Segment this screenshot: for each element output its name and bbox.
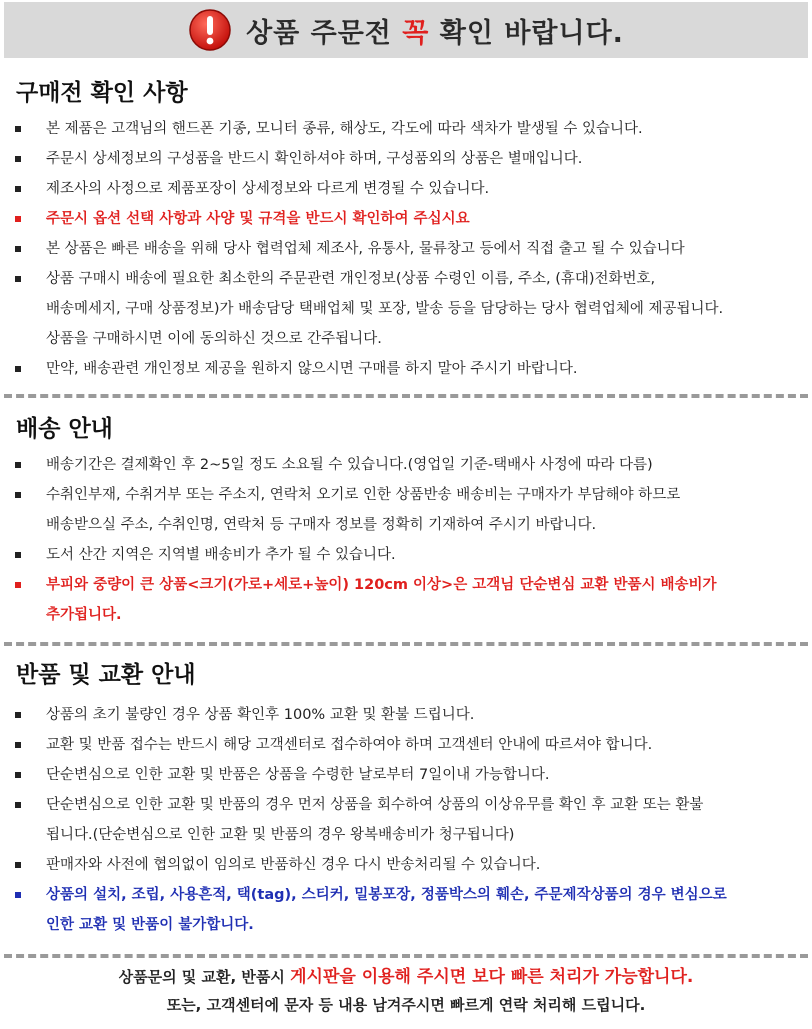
list-item-text: 제조사의 사정으로 제품포장이 상세정보와 다르게 변경될 수 있습니다.: [46, 181, 490, 197]
list-item-text: 상품을 구매하시면 이에 동의하신 것으로 간주됩니다.: [46, 331, 382, 347]
list-item-continuation: [0, 600, 812, 630]
bullet-icon: [15, 186, 21, 192]
bullet-icon: [15, 582, 21, 588]
footer-line-1: [0, 963, 812, 991]
bullet-icon: [15, 216, 21, 222]
list-item-text: 교환 및 반품 접수는 반드시 해당 고객센터로 접수하여야 하며 고객센터 안내에 따르셔야 합니다.: [46, 737, 653, 753]
bullet-icon: [15, 892, 21, 898]
list-item-continuation: [0, 510, 812, 540]
footer-contact-notice: [0, 963, 812, 1019]
list-item: [0, 354, 812, 384]
list-item: [0, 174, 812, 204]
list-item: [0, 790, 812, 820]
bullet-icon: [15, 742, 21, 748]
section-divider: [4, 954, 808, 958]
list-item-continuation: [0, 324, 812, 354]
list-item: [0, 700, 812, 730]
list-item-text: 단순변심으로 인한 교환 및 반품은 상품을 수령한 날로부터 7일이내 가능합니다.: [46, 767, 550, 783]
list-item-text: 배송메세지, 구매 상품정보)가 배송담당 택배업체 및 포장, 발송 등을 담당하는 당사 협력업체에 제공됩니다.: [46, 301, 724, 317]
delivery-info-list: [0, 450, 812, 630]
list-item: [0, 234, 812, 264]
list-item: [0, 144, 812, 174]
return-exchange-list: [0, 700, 812, 940]
header-text-highlight: 꼭: [402, 17, 430, 49]
list-item-text: 수취인부재, 수취거부 또는 주소지, 연락처 오기로 인한 상품반송 배송비는 구매자가 부담해야 하므로: [46, 487, 681, 503]
list-item: [0, 570, 812, 600]
list-item-text: 단순변심으로 인한 교환 및 반품의 경우 먼저 상품을 회수하여 상품의 이상유무를 확인 후 교환 또는 환불: [46, 797, 704, 813]
list-item-text: 본 제품은 고객님의 핸드폰 기종, 모니터 종류, 해상도, 각도에 따라 색차가 발생될 수 있습니다.: [46, 121, 643, 137]
list-item-text: 주문시 옵션 선택 사항과 사양 및 규격을 반드시 확인하여 주십시요: [46, 211, 470, 227]
header-text-after: 확인 바랍니다.: [429, 17, 624, 49]
list-item-continuation: [0, 910, 812, 940]
list-item-text: 상품의 초기 불량인 경우 상품 확인후 100% 교환 및 환불 드립니다.: [46, 707, 475, 723]
list-item: [0, 760, 812, 790]
list-item-text: 도서 산간 지역은 지역별 배송비가 추가 될 수 있습니다.: [46, 547, 396, 563]
bullet-icon: [15, 772, 21, 778]
section-divider: [4, 394, 808, 398]
section-title-purchase-check: 구매전 확인 사항: [16, 80, 188, 106]
list-item-text: 배송받으실 주소, 수취인명, 연락처 등 구매자 정보를 정확히 기재하여 주시기 바랍니다.: [46, 517, 597, 533]
list-item: [0, 264, 812, 294]
list-item-text: 본 상품은 빠른 배송을 위해 당사 협력업체 제조사, 유통사, 물류창고 등에서 직접 출고 될 수 있습니다: [46, 241, 685, 257]
bullet-icon: [15, 462, 21, 468]
list-item-text: 주문시 상세정보의 구성품을 반드시 확인하셔야 하며, 구성품외의 상품은 별매입니다.: [46, 151, 583, 167]
list-item: [0, 540, 812, 570]
bullet-icon: [15, 366, 21, 372]
footer-line-1-highlight: 게시판을 이용해 주시면 보다 빠른 처리가 가능합니다.: [290, 967, 694, 987]
list-item-continuation: [0, 820, 812, 850]
bullet-icon: [15, 126, 21, 132]
list-item-text: 판매자와 사전에 협의없이 임의로 반품하신 경우 다시 반송처리될 수 있습니다.: [46, 857, 541, 873]
section-divider: [4, 642, 808, 646]
bullet-icon: [15, 552, 21, 558]
bullet-icon: [15, 862, 21, 868]
list-item: [0, 850, 812, 880]
list-item-text: 상품 구매시 배송에 필요한 최소한의 주문관련 개인정보(상품 수령인 이름, 주소, (휴대)전화번호,: [46, 271, 656, 287]
footer-line-2: 또는, 고객센터에 문자 등 내용 남겨주시면 빠르게 연락 처리해 드립니다.: [166, 996, 646, 1014]
list-item-text: 됩니다.(단순변심으로 인한 교환 및 반품의 경우 왕복배송비가 청구됩니다): [46, 827, 515, 843]
list-item-text: 부피와 중량이 큰 상품<크기(가로+세로+높이) 120cm 이상>은 고객님 단순변심 교환 반품시 배송비가: [46, 577, 717, 593]
bullet-icon: [15, 802, 21, 808]
list-item-text: 배송기간은 결제확인 후 2~5일 정도 소요될 수 있습니다.(영업일 기준-택배사 사정에 따라 다름): [46, 457, 653, 473]
purchase-check-list: [0, 114, 812, 384]
list-item-text: 상품의 설치, 조립, 사용흔적, 택(tag), 스티커, 밀봉포장, 정품박스의 훼손, 주문제작상품의 경우 변심으로: [46, 887, 727, 903]
header-title: [246, 11, 624, 50]
exclamation-circle-icon: [188, 8, 232, 52]
footer-line-1-text: 상품문의 및 교환, 반품시: [118, 968, 291, 986]
list-item-text: 인한 교환 및 반품이 불가합니다.: [46, 917, 254, 933]
bullet-icon: [15, 712, 21, 718]
list-item: [0, 730, 812, 760]
list-item: [0, 450, 812, 480]
list-item-text: 추가됩니다.: [46, 607, 122, 623]
notice-header: [4, 2, 808, 58]
bullet-icon: [15, 492, 21, 498]
section-title-return-exchange: 반품 및 교환 안내: [16, 662, 196, 688]
bullet-icon: [15, 156, 21, 162]
bullet-icon: [15, 246, 21, 252]
list-item: [0, 204, 812, 234]
header-text-before: 상품 주문전: [246, 17, 403, 49]
list-item: [0, 880, 812, 910]
section-title-delivery: 배송 안내: [16, 416, 113, 442]
list-item-continuation: [0, 294, 812, 324]
list-item-text: 만약, 배송관련 개인정보 제공을 원하지 않으시면 구매를 하지 말아 주시기 바랍니다.: [46, 361, 578, 377]
list-item: [0, 480, 812, 510]
bullet-icon: [15, 276, 21, 282]
list-item: [0, 114, 812, 144]
